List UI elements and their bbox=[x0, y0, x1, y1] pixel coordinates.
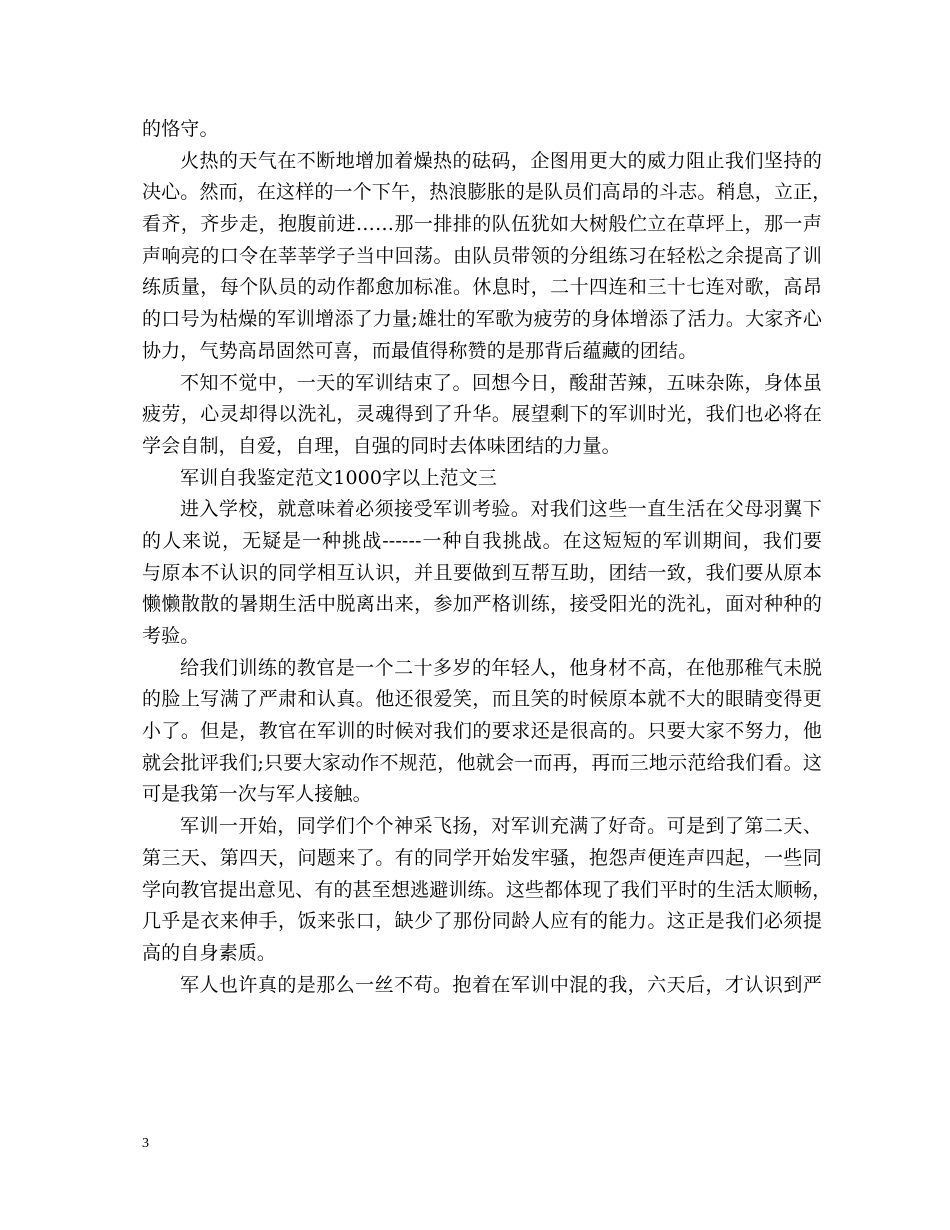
text-line: 疲劳，心灵却得以洗礼，灵魂得到了升华。展望剩下的军训时光，我们也必将在 bbox=[142, 403, 822, 426]
text-line: 懒懒散散的暑期生活中脱离出来，参加严格训练，接受阳光的洗礼，面对种种的 bbox=[142, 593, 822, 616]
text-line: 考验。 bbox=[142, 625, 200, 647]
text-line: 与原本不认识的同学相互认识，并且要做到互帮互助，团结一致，我们要从原本 bbox=[142, 561, 822, 584]
text-line: 几乎是衣来伸手，饭来张口，缺少了那份同龄人应有的能力。这正是我们必须提 bbox=[142, 910, 822, 933]
text-line: 的恪守。 bbox=[142, 118, 219, 140]
text-line: 给我们训练的教官是一个二十多岁的年轻人，他身材不高，在他那稚气未脱 bbox=[180, 656, 822, 679]
text-line: 进入学校，就意味着必须接受军训考验。对我们这些一直生活在父母羽翼下 bbox=[180, 498, 822, 521]
text-line: 火热的天气在不断地增加着燥热的砝码，企图用更大的威力阻止我们坚持的 bbox=[180, 149, 822, 172]
text-line: 的口号为枯燥的军训增添了力量;雄壮的军歌为疲劳的身体增添了活力。大家齐心 bbox=[142, 308, 822, 331]
text-line: 学向教官提出意见、有的甚至想逃避训练。这些都体现了我们平时的生活太顺畅， bbox=[142, 878, 832, 901]
text-line: 协力，气势高昂固然可喜，而最值得称赞的是那背后蕴藏的团结。 bbox=[142, 339, 698, 362]
text-line: 军训自我鉴定范文1000字以上范文三 bbox=[180, 466, 498, 489]
text-line: 声响亮的口令在莘莘学子当中回荡。由队员带领的分组练习在轻松之余提高了训 bbox=[142, 244, 822, 267]
text-line: 就会批评我们;只要大家动作不规范，他就会一而再，再而三地示范给我们看。这 bbox=[142, 751, 822, 774]
text-line: 高的自身素质。 bbox=[142, 941, 277, 964]
text-line: 练质量，每个队员的动作都愈加标准。休息时，二十四连和三十七连对歌，高昂 bbox=[142, 276, 822, 299]
text-line: 的人来说，无疑是一种挑战------一种自我挑战。在这短短的军训期间，我们要 bbox=[142, 529, 822, 552]
text-line: 军训一开始，同学们个个神采飞扬，对军训充满了好奇。可是到了第二天、 bbox=[180, 815, 822, 838]
text-line: 学会自制，自爱，自理，自强的同时去体味团结的力量。 bbox=[142, 434, 621, 457]
text-line: 决心。然而，在这样的一个下午，热浪膨胀的是队员们高昂的斗志。稍息，立正， bbox=[142, 181, 832, 204]
text-line: 第三天、第四天，问题来了。有的同学开始发牢骚，抱怨声便连声四起，一些同 bbox=[142, 846, 822, 869]
text-line: 的脸上写满了严肃和认真。他还很爱笑，而且笑的时候原本就不大的眼睛变得更 bbox=[142, 688, 822, 711]
text-line: 可是我第一次与军人接触。 bbox=[142, 783, 372, 806]
text-line: 看齐，齐步走，抱腹前进……那一排排的队伍犹如大树般伫立在草坪上，那一声 bbox=[142, 213, 822, 236]
text-line: 不知不觉中，一天的军训结束了。回想今日，酸甜苦辣，五味杂陈，身体虽 bbox=[180, 371, 822, 394]
text-line: 军人也许真的是那么一丝不苟。抱着在军训中混的我，六天后，才认识到严 bbox=[180, 973, 822, 996]
page-number: 3 bbox=[142, 1136, 149, 1151]
document-body bbox=[142, 114, 832, 1001]
text-line: 小了。但是，教官在军训的时候对我们的要求还是很高的。只要大家不努力，他 bbox=[142, 720, 822, 743]
